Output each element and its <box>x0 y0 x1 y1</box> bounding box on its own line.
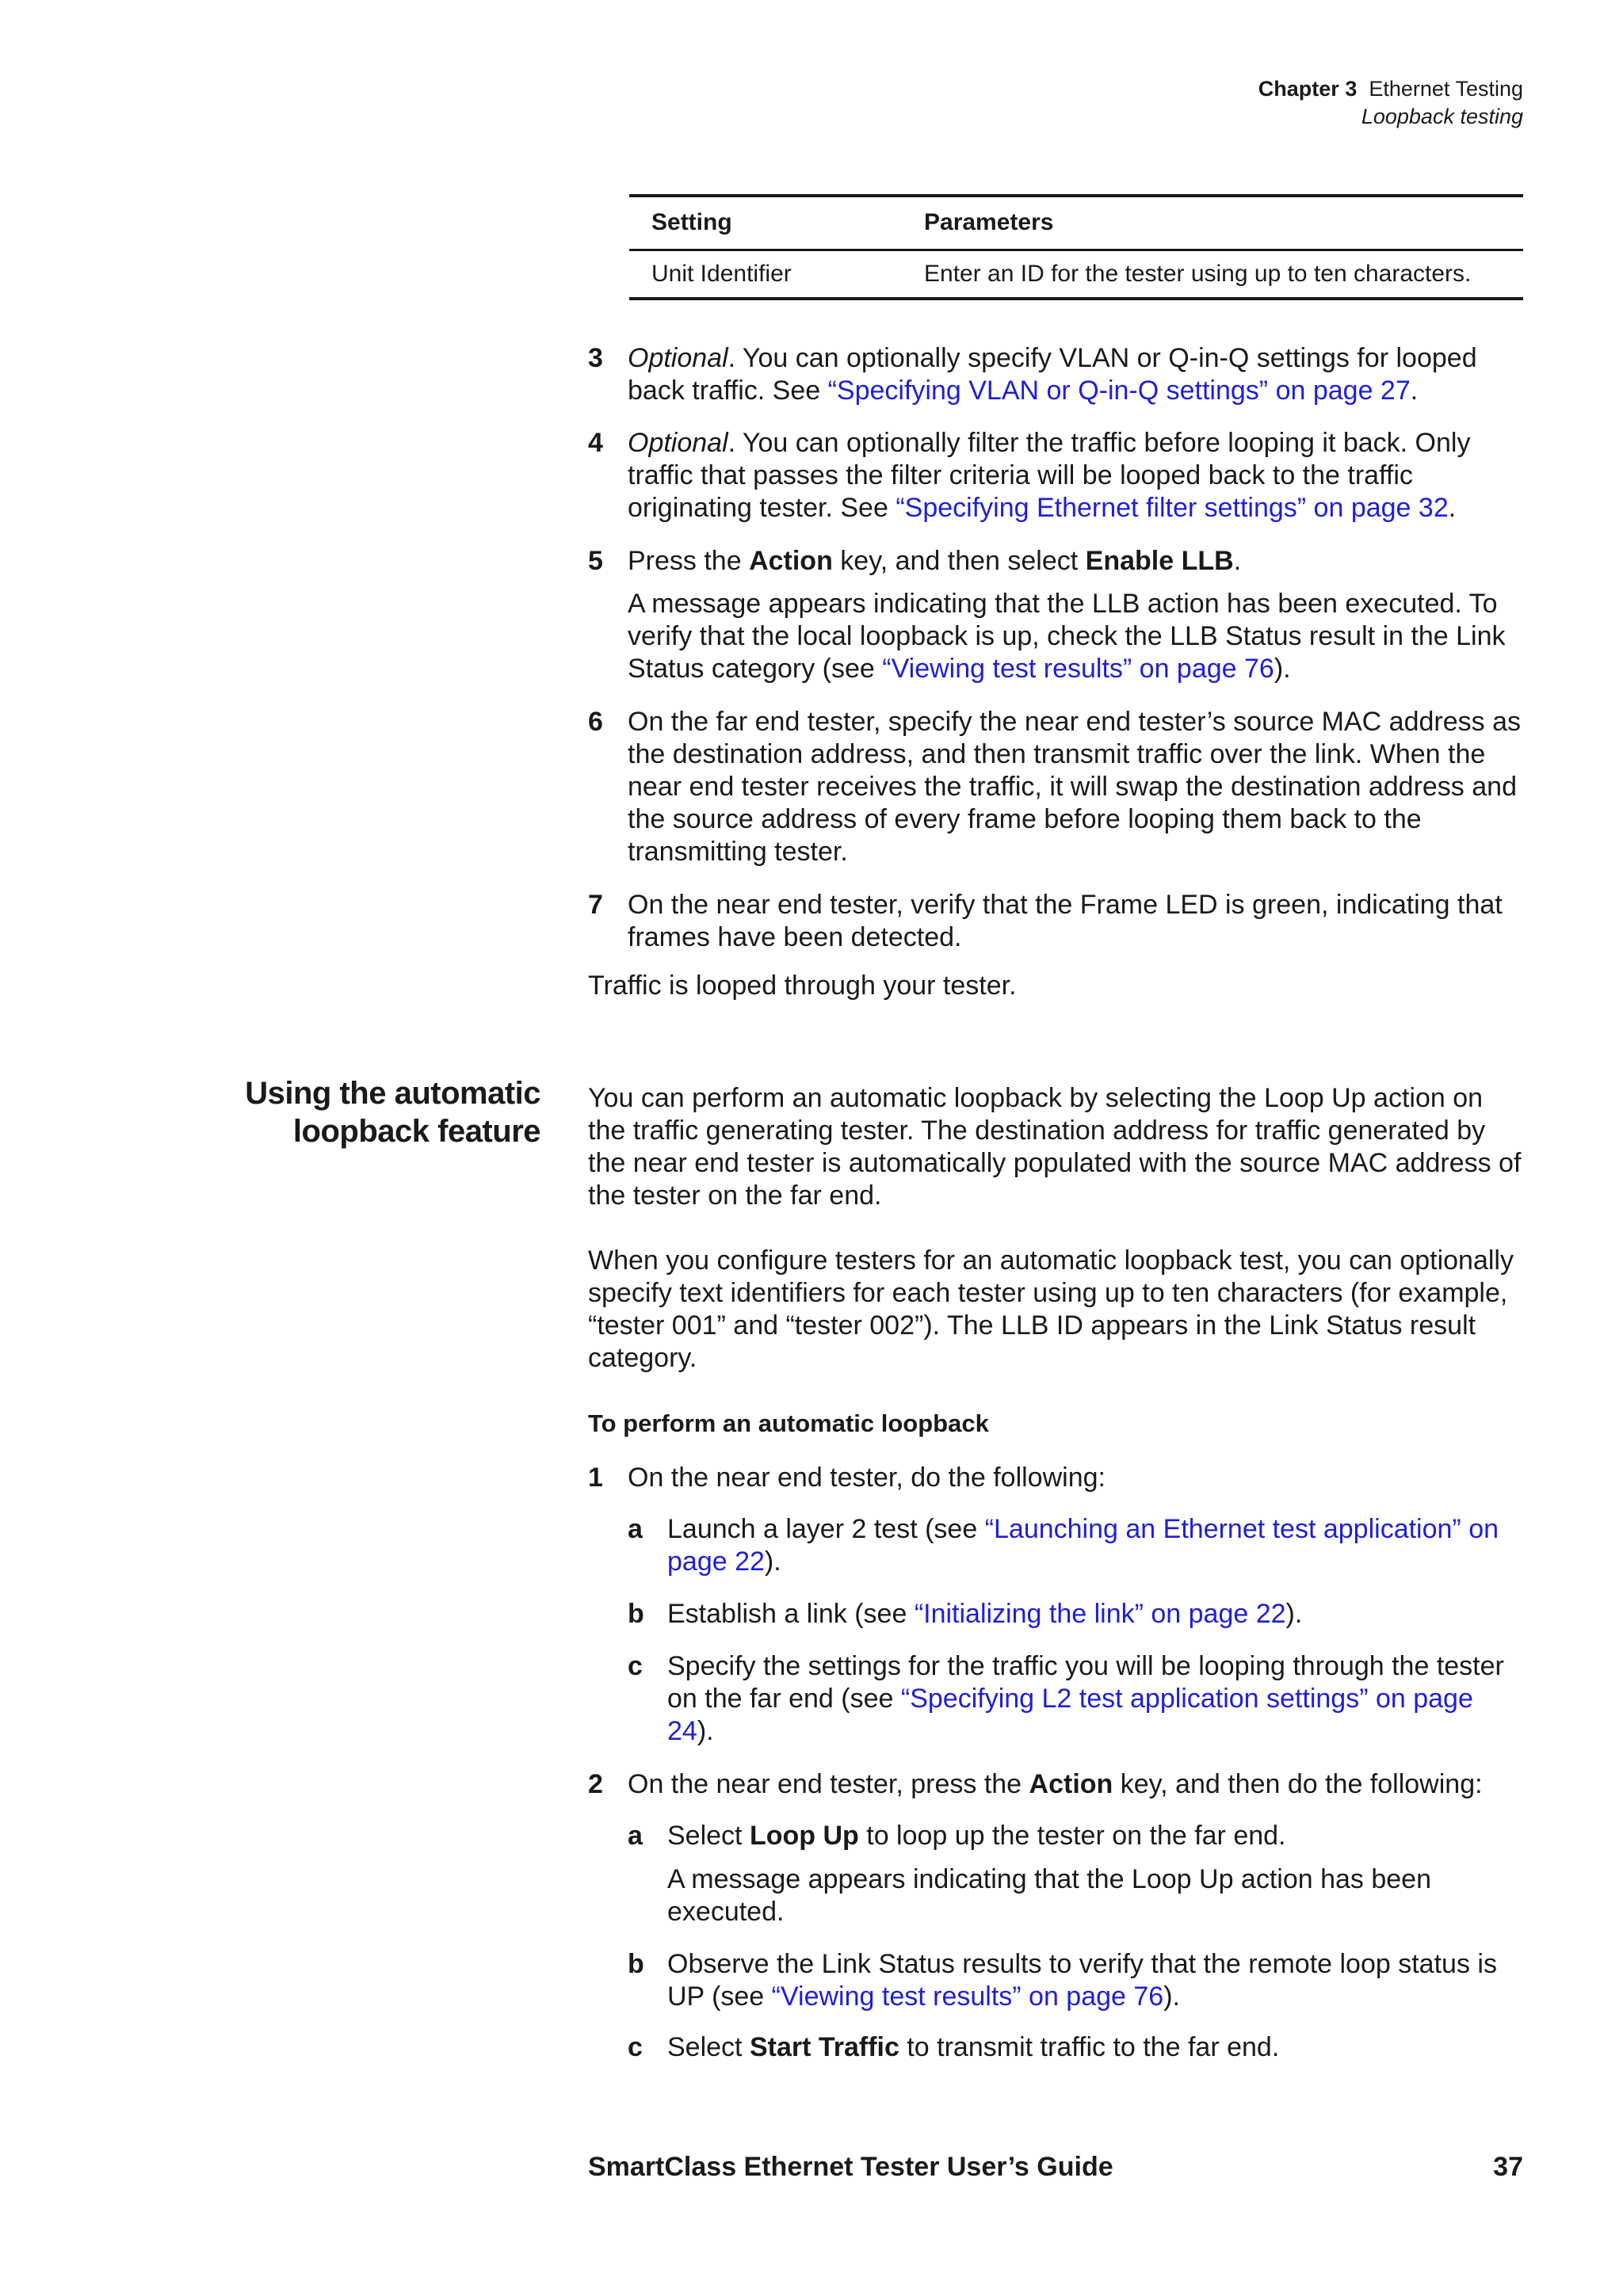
step-number: 4 <box>588 428 603 458</box>
optional-label: Optional <box>628 428 728 458</box>
step-3-text <box>628 342 1523 407</box>
step-4-text <box>628 427 1523 524</box>
step-text-part: . <box>1448 493 1457 523</box>
procedure-step-1-text: On the near end tester, do the following: <box>628 1463 1106 1493</box>
optional-label: Optional <box>628 343 728 373</box>
substep-letter: a <box>628 1821 643 1851</box>
page-number: 37 <box>1493 2152 1523 2182</box>
step-6-text: On the far end tester, specify the near end tester’s source MAC address as the destination address, and then transmit traffic over the link. When the near end tester receives the traffic, it will swap the destination address and the source address of every frame before looping them back to the transmitting tester. <box>628 707 1521 867</box>
step-5-text <box>628 545 1523 578</box>
chapter-label: Chapter 3 <box>1258 77 1358 101</box>
step-text-part: A message appears indicating that the LLB action has been executed. To verify that the local loopback is up, check the LLB Status result in the Link Status category (see <box>628 589 1506 684</box>
running-header-chapter <box>1258 74 1523 103</box>
link-initializing-the-link[interactable]: “Initializing the link” on page 22 <box>914 1599 1286 1629</box>
step-number: 1 <box>588 1463 603 1493</box>
step-text-part: key, and then select <box>832 546 1086 576</box>
step-number: 2 <box>588 1769 603 1799</box>
action-key-label: Action <box>1029 1769 1113 1799</box>
section-paragraph-2: When you configure testers for an automatic loopback test, you can optionally specify text identifiers for each tester using up to ten characters (for example, “tester 001” and “tester 002”). The LLB ID appears in the Link Status result category. <box>588 1245 1514 1373</box>
step-text-part: . You can optionally filter the traffic before looping it back. Only traffic that passes the filter criteria will be looped back to the traffic originating tester. See <box>628 428 1471 523</box>
substep-2b-text <box>667 1948 1523 2013</box>
step-number: 5 <box>588 546 603 576</box>
substep-2a-note: A message appears indicating that the Loop Up action has been executed. <box>667 1864 1432 1927</box>
substep-2a-text <box>667 1820 1523 1852</box>
section-heading-line: loopback feature <box>292 1114 540 1149</box>
link-viewing-test-results[interactable]: “Viewing test results” on page 76 <box>882 654 1274 684</box>
substep-letter: b <box>628 1599 644 1629</box>
chapter-title: Ethernet Testing <box>1369 77 1523 101</box>
step-text-part: to loop up the tester on the far end. <box>858 1821 1286 1851</box>
step-text-part: key, and then do the following: <box>1113 1769 1483 1799</box>
step-5-note <box>628 588 1523 685</box>
running-header-section: Loopback testing <box>1361 105 1523 128</box>
substep-letter: a <box>628 1514 643 1544</box>
step-text-part: . <box>1410 376 1419 406</box>
footer-guide-title: SmartClass Ethernet Tester User’s Guide <box>588 2152 1113 2182</box>
step-7-text: On the near end tester, verify that the Frame LED is green, indicating that frames have been detected. <box>628 890 1503 952</box>
step-number: 7 <box>588 890 603 920</box>
table-header-setting: Setting <box>651 209 732 236</box>
step-text-part: Press the <box>628 546 750 576</box>
section-heading-line: Using the automatic <box>245 1076 540 1111</box>
step-text-part: ). <box>764 1547 781 1577</box>
start-traffic-label: Start Traffic <box>749 2032 899 2062</box>
table-header-parameters: Parameters <box>924 209 1054 236</box>
step-text-part: ). <box>1163 1981 1180 2012</box>
step-number: 3 <box>588 343 603 373</box>
substep-1a-text <box>667 1513 1523 1578</box>
step-text-part: On the near end tester, press the <box>628 1769 1029 1799</box>
substep-1b-text <box>667 1598 1523 1630</box>
enable-llb-label: Enable LLB <box>1085 546 1234 576</box>
action-key-label: Action <box>749 546 833 576</box>
link-vlan-settings[interactable]: “Specifying VLAN or Q-in-Q settings” on page 27 <box>827 376 1411 406</box>
step-text-part: . You can optionally specify VLAN or Q-in-Q settings for looped back traffic. See <box>628 343 1477 406</box>
table-cell-setting: Unit Identifier <box>651 260 792 287</box>
section-paragraph-1: You can perform an automatic loopback by selecting the Loop Up action on the traffic generating tester. The destination address for traffic generated by the near end tester is automatically populated with the source MAC address of the tester on the far end. <box>588 1083 1522 1211</box>
substep-letter: b <box>628 1949 644 1979</box>
step-text-part: Establish a link (see <box>667 1599 915 1629</box>
step-text-part: to transmit traffic to the far end. <box>899 2032 1280 2062</box>
table-cell-parameters: Enter an ID for the tester using up to ten characters. <box>924 260 1472 287</box>
link-ethernet-filter-settings[interactable]: “Specifying Ethernet filter settings” on page 32 <box>896 493 1449 523</box>
table-header-row <box>629 196 1523 250</box>
step-number: 6 <box>588 707 603 737</box>
procedure-step-2-text <box>628 1768 1523 1801</box>
substep-letter: c <box>628 2032 643 2062</box>
step-text-part: . <box>1233 546 1242 576</box>
step-text-part: Observe the Link Status results to verify that the remote loop status is UP (see <box>667 1949 1497 2012</box>
substep-1c-text <box>667 1650 1523 1748</box>
section-heading <box>144 1074 540 1150</box>
step-text-part: Launch a layer 2 test (see <box>667 1514 985 1544</box>
step-text-part: Select <box>667 1821 750 1851</box>
procedure-heading: To perform an automatic loopback <box>588 1409 989 1437</box>
loop-up-label: Loop Up <box>749 1821 859 1851</box>
table-row <box>629 250 1523 299</box>
step-text-part: ). <box>1285 1599 1303 1629</box>
substep-2c-text <box>667 2031 1523 2064</box>
step-text-part: ). <box>697 1716 714 1746</box>
looped-text: Traffic is looped through your tester. <box>588 971 1017 1001</box>
substep-letter: c <box>628 1651 643 1681</box>
settings-table <box>629 194 1523 300</box>
link-launching-ethernet-test[interactable]: “Launching an Ethernet test application” on page 22 <box>667 1514 1499 1577</box>
step-text-part: Select <box>667 2032 750 2062</box>
step-text-part: ). <box>1274 654 1291 684</box>
link-viewing-test-results[interactable]: “Viewing test results” on page 76 <box>771 1981 1164 2012</box>
link-l2-test-settings[interactable]: “Specifying L2 test application settings” on page 24 <box>667 1684 1473 1746</box>
step-text-part: Specify the settings for the traffic you will be looping through the tester on the far end (see <box>667 1651 1504 1714</box>
